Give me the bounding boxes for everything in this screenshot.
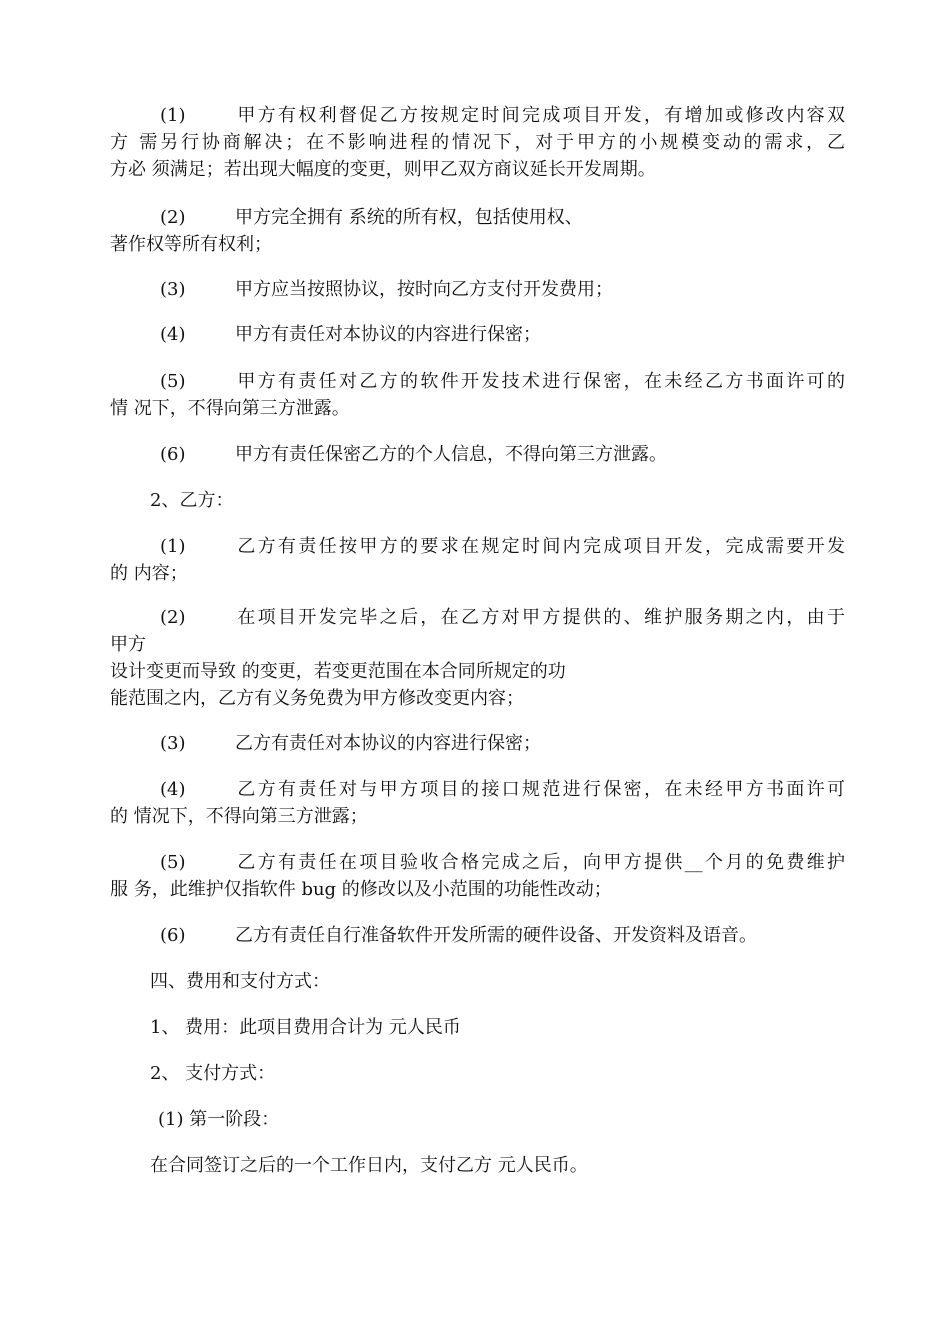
paragraph-line: (1) 甲方有权利督促乙方按规定时间完成项目开发，有增加或修改内容双 [110,103,845,129]
paragraph-line: (4) 甲方有责任对本协议的内容进行保密； [110,322,895,348]
paragraph-line: (3) 甲方应当按照协议，按时向乙方支付开发费用； [110,277,895,303]
paragraph-line: (2) 甲方完全拥有 系统的所有权，包括使用权、 [110,205,895,231]
item-number: (3) [160,733,186,754]
paragraph-line: (2) 在项目开发完毕之后，在乙方对甲方提供的、维护服务期之内，由于 [110,605,845,631]
item-number: (4) [160,324,186,345]
item-number: (5) [160,852,186,873]
paragraph-line: (1) 第一阶段： [158,1109,280,1130]
paragraph-line: (5) 甲方有责任对乙方的软件开发技术进行保密，在未经乙方书面许可的 [110,369,845,395]
paragraph-line: 的 内容； [110,563,188,584]
paragraph-line: 1、 费用：此项目费用合计为 元人民币 [150,1017,461,1038]
paragraph-line: (6) 甲方有责任保密乙方的个人信息，不得向第三方泄露。 [110,442,895,468]
paragraph-line: (4) 乙方有责任对与甲方项目的接口规范进行保密，在未经甲方书面许可 [110,777,845,803]
item-number: (6) [160,925,186,946]
paragraph-line: (5) 乙方有责任在项目验收合格完成之后，向甲方提供__个月的免费维护 [110,850,845,876]
paragraph-line: 著作权等所有权利； [110,234,272,255]
paragraph-line: (3) 乙方有责任对本协议的内容进行保密； [110,731,895,757]
section-heading: 四、费用和支付方式： [150,971,330,992]
item-number: (3) [160,279,186,300]
item-number: (5) [160,371,186,392]
item-number: (2) [160,607,186,628]
paragraph-line: 的 情况下，不得向第三方泄露； [110,806,368,827]
section-heading: 2、乙方： [150,490,234,511]
paragraph-line: 甲方 [110,634,146,655]
item-number: (1) [160,105,186,126]
paragraph-line: (6) 乙方有责任自行准备软件开发所需的硬件设备、开发资料及语音。 [110,923,895,949]
paragraph-line: 在合同签订之后的一个工作日内，支付乙方 元人民币。 [150,1155,588,1176]
paragraph-line: 情 况下，不得向第三方泄露。 [110,398,350,419]
paragraph-line: 能范围之内，乙方有义务免费为甲方修改变更内容； [110,688,524,709]
paragraph-line: 2、 支付方式： [150,1063,276,1084]
item-number: (4) [160,779,186,800]
paragraph-line: 方必 须满足；若出现大幅度的变更，则甲乙双方商议延长开发周期。 [110,159,656,180]
paragraph-line: (1) 乙方有责任按甲方的要求在规定时间内完成项目开发，完成需要开发 [110,534,845,560]
item-number: (6) [160,444,186,465]
paragraph-line: 方 需另行协商解决；在不影响进程的情况下，对于甲方的小规模变动的需求，乙 [110,132,845,153]
paragraph-line: 设计变更而导致 的变更，若变更范围在本合同所规定的功 [110,661,566,682]
paragraph-line: 服 务，此维护仅指软件 bug 的修改以及小范围的功能性改动； [110,879,612,900]
item-number: (1) [160,536,186,557]
item-number: (2) [160,207,186,228]
